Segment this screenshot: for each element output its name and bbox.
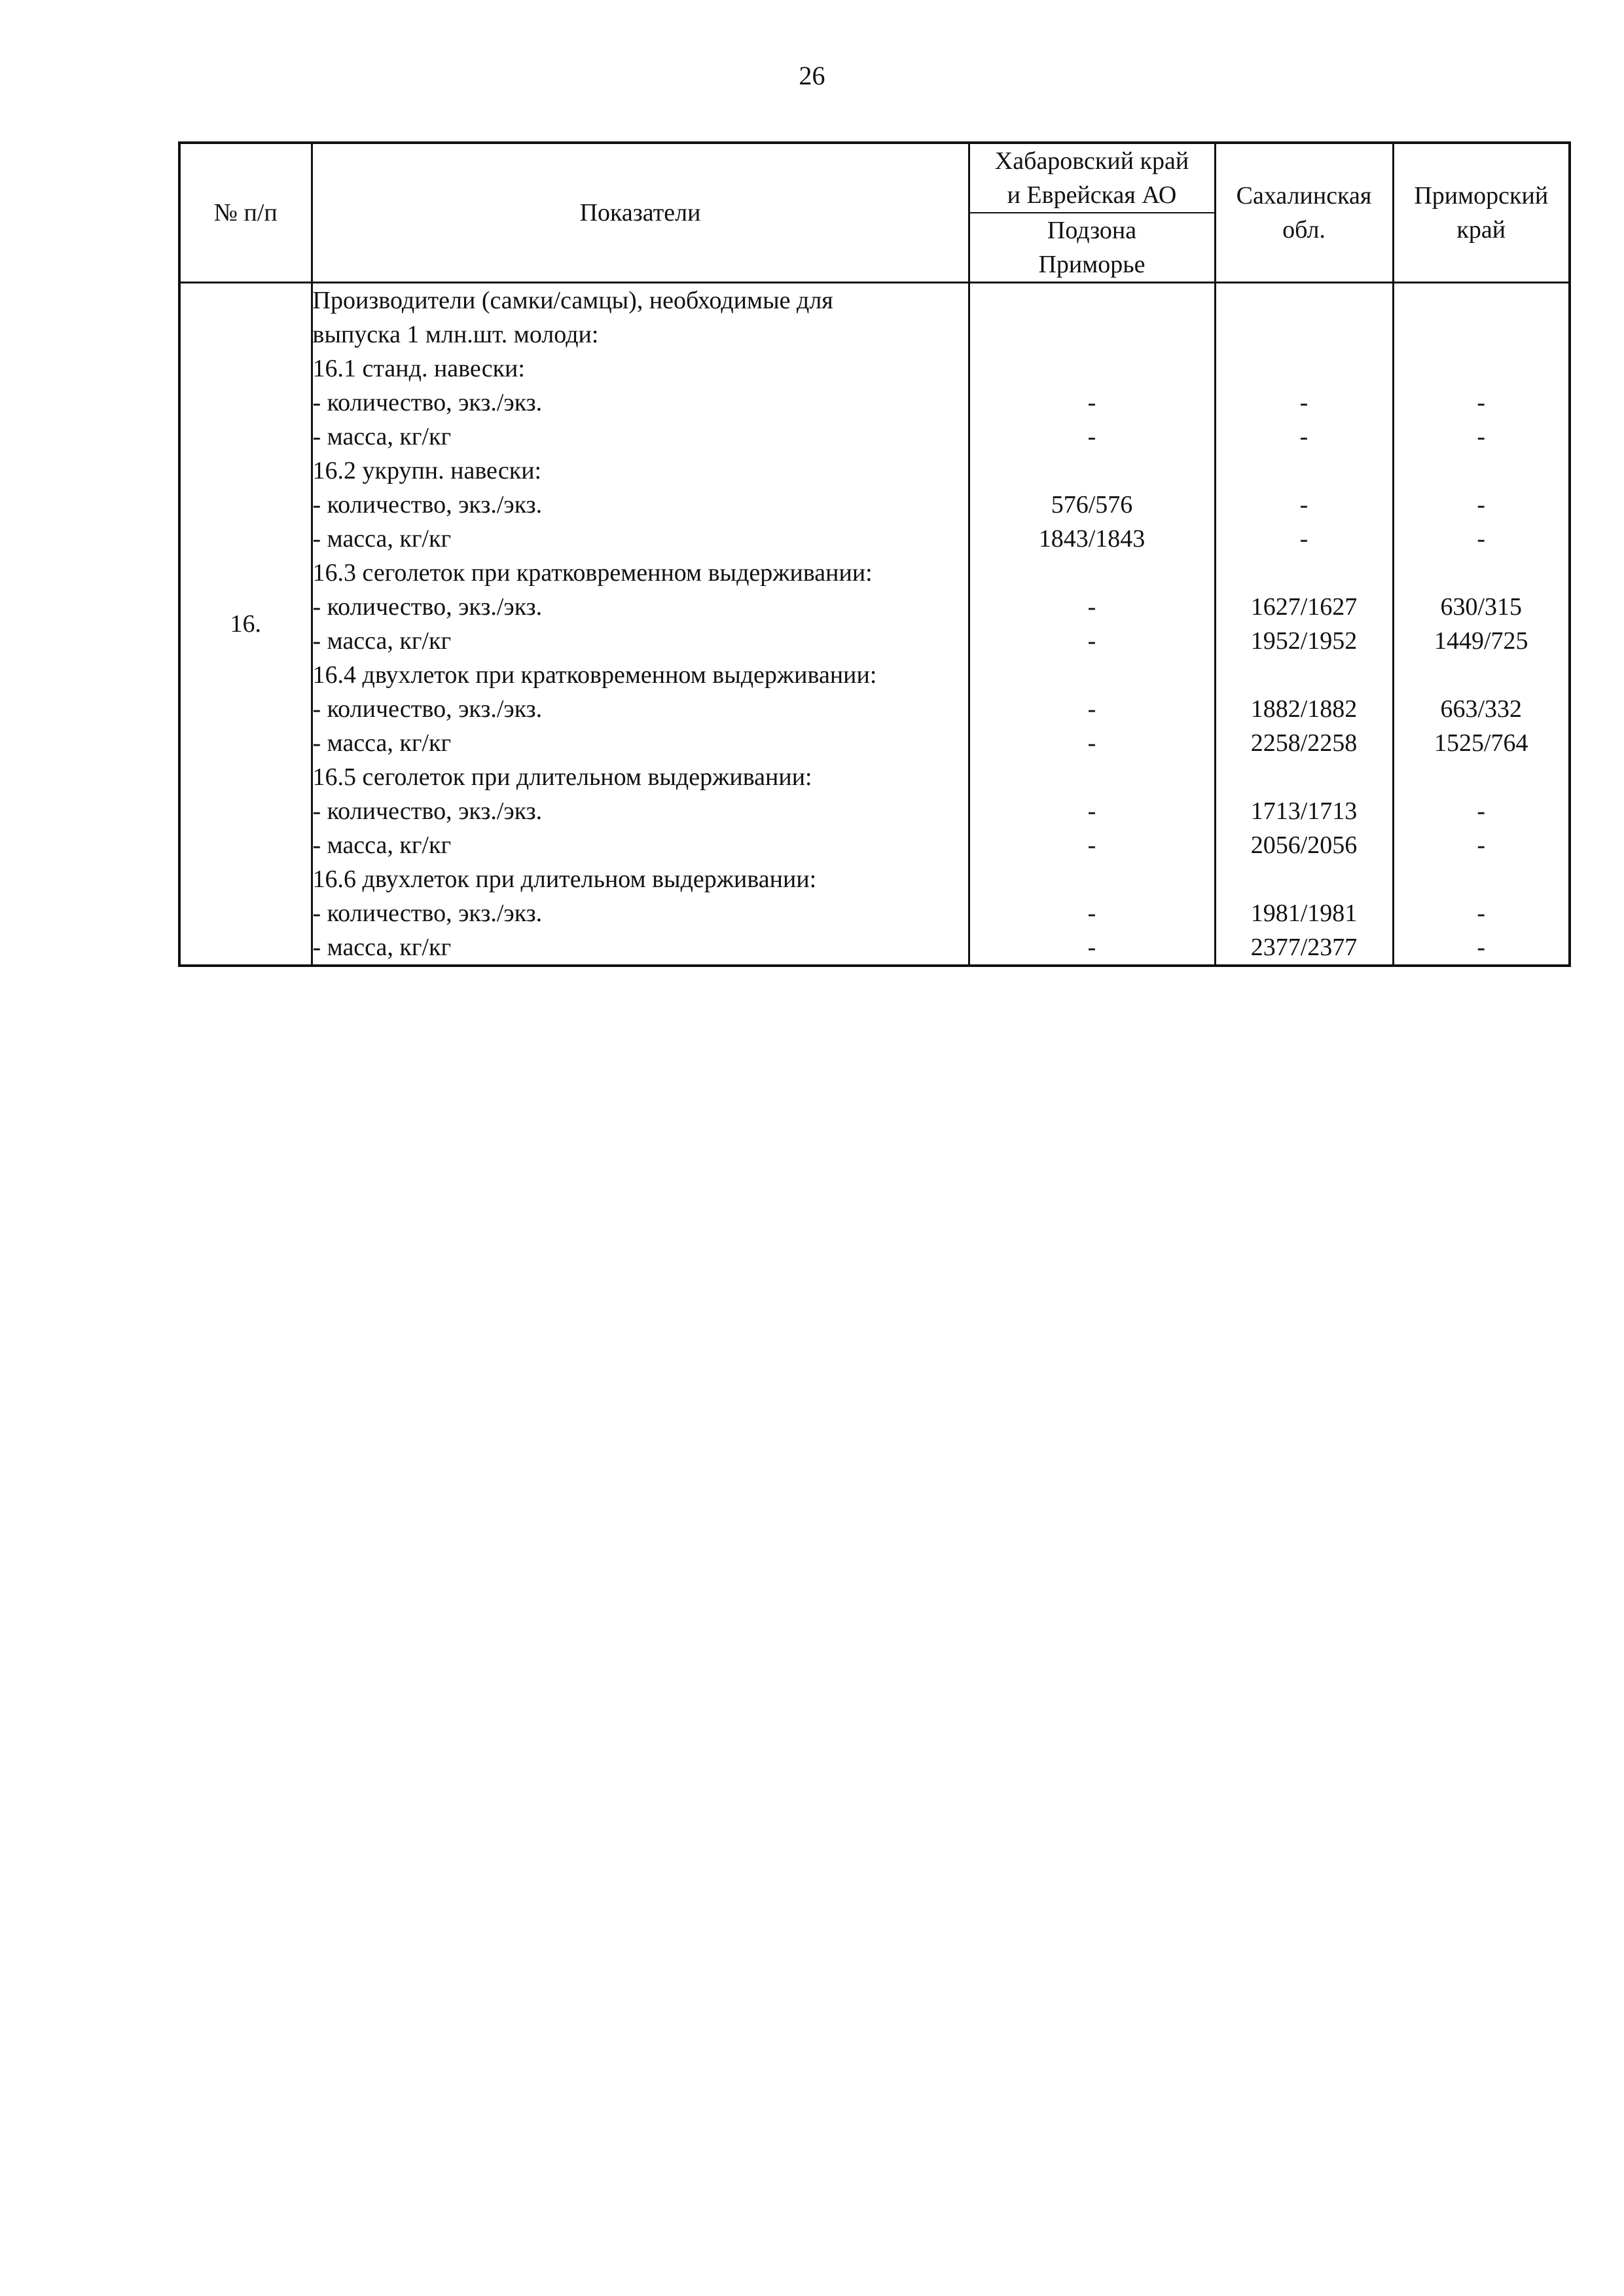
sakhalin-value bbox=[1216, 352, 1392, 386]
primorsky-value: - bbox=[1477, 525, 1486, 553]
sakhalin-value: 1713/1713 bbox=[1250, 797, 1358, 825]
row-indicators bbox=[312, 283, 969, 966]
khabarovsk-value: - bbox=[1087, 627, 1096, 655]
table-row bbox=[179, 283, 1570, 966]
header-sakhalin-line2: обл. bbox=[1282, 216, 1326, 244]
header-primorsky-line1: Приморский bbox=[1414, 182, 1549, 210]
khabarovsk-value: - bbox=[1087, 797, 1096, 825]
sakhalin-value: 1627/1627 bbox=[1250, 593, 1358, 621]
table-header bbox=[179, 143, 1570, 283]
header-khabarovsk bbox=[969, 143, 1215, 213]
primorsky-value bbox=[1394, 352, 1569, 386]
primorsky-value bbox=[1394, 454, 1569, 488]
khabarovsk-value bbox=[970, 454, 1214, 488]
sakhalin-value: - bbox=[1299, 525, 1308, 553]
primorsky-value bbox=[1394, 760, 1569, 794]
khabarovsk-value bbox=[970, 352, 1214, 386]
primorsky-value: - bbox=[1477, 491, 1486, 519]
sakhalin-value: 2258/2258 bbox=[1250, 729, 1358, 757]
primorsky-value bbox=[1394, 556, 1569, 590]
khabarovsk-value: 1843/1843 bbox=[1038, 525, 1146, 553]
indicator-line: 16.4 двухлеток при кратковременном выдерживании: bbox=[312, 661, 877, 689]
indicator-line: - количество, экз./экз. bbox=[312, 900, 543, 927]
primorsky-value: 630/315 bbox=[1440, 593, 1523, 621]
sakhalin-value: 1952/1952 bbox=[1250, 627, 1358, 655]
khabarovsk-value bbox=[970, 862, 1214, 896]
khabarovsk-value: - bbox=[1087, 831, 1096, 859]
header-primorsky-line2: край bbox=[1456, 216, 1506, 244]
indicators-table bbox=[178, 141, 1571, 967]
indicator-line: - количество, экз./экз. bbox=[312, 695, 543, 723]
khabarovsk-value: - bbox=[1087, 389, 1096, 416]
row-sakhalin-values bbox=[1215, 283, 1393, 966]
indicator-line: - масса, кг/кг bbox=[312, 729, 452, 757]
indicator-line: - масса, кг/кг bbox=[312, 525, 452, 553]
primorsky-value: - bbox=[1477, 831, 1486, 859]
sakhalin-value bbox=[1216, 556, 1392, 590]
primorsky-value: - bbox=[1477, 900, 1486, 927]
primorsky-value: 1525/764 bbox=[1434, 729, 1528, 757]
indicator-line: 16.6 двухлеток при длительном выдерживании: bbox=[312, 866, 817, 893]
header-primorsky bbox=[1393, 143, 1570, 283]
khabarovsk-value: - bbox=[1087, 934, 1096, 961]
sakhalin-value bbox=[1216, 658, 1392, 692]
indicator-line: - количество, экз./экз. bbox=[312, 389, 543, 416]
page-number: 26 bbox=[799, 61, 825, 90]
indicator-line: - масса, кг/кг bbox=[312, 831, 452, 859]
sakhalin-value: - bbox=[1299, 491, 1308, 519]
khabarovsk-value bbox=[970, 760, 1214, 794]
indicator-line: - масса, кг/кг bbox=[312, 627, 452, 655]
khabarovsk-value: - bbox=[1087, 729, 1096, 757]
indicator-line: 16.5 сеголеток при длительном выдерживании: bbox=[312, 763, 812, 791]
khabarovsk-value bbox=[970, 556, 1214, 590]
header-sakhalin bbox=[1215, 143, 1393, 283]
sakhalin-value: 2056/2056 bbox=[1250, 831, 1358, 859]
primorsky-value: 663/332 bbox=[1440, 695, 1523, 723]
row-title-line1: Производители (самки/самцы), необходимые для bbox=[312, 287, 833, 314]
row-primorsky-values bbox=[1393, 283, 1570, 966]
sakhalin-value: - bbox=[1299, 389, 1308, 416]
sakhalin-value bbox=[1216, 862, 1392, 896]
header-khabarovsk-line2: и Еврейская АО bbox=[1007, 181, 1177, 209]
header-khabarovsk-line1: Хабаровский край bbox=[994, 147, 1189, 175]
indicator-line: 16.2 укрупн. навески: bbox=[312, 457, 542, 484]
indicator-line: - масса, кг/кг bbox=[312, 423, 452, 450]
indicator-line: - масса, кг/кг bbox=[312, 934, 452, 961]
indicator-line: - количество, экз./экз. bbox=[312, 797, 543, 825]
header-indicators bbox=[312, 143, 969, 283]
khabarovsk-value: 576/576 bbox=[1051, 491, 1133, 519]
primorsky-value: - bbox=[1477, 389, 1486, 416]
sakhalin-value: 2377/2377 bbox=[1250, 934, 1358, 961]
indicator-line: 16.1 станд. навески: bbox=[312, 355, 525, 382]
primorsky-value bbox=[1394, 658, 1569, 692]
sakhalin-value bbox=[1216, 760, 1392, 794]
sakhalin-value: 1981/1981 bbox=[1250, 900, 1358, 927]
row-number-value: 16. bbox=[230, 610, 261, 638]
indicator-line: 16.3 сеголеток при кратковременном выдерживании: bbox=[312, 559, 873, 587]
header-number bbox=[179, 143, 312, 283]
sakhalin-value: 1882/1882 bbox=[1250, 695, 1358, 723]
khabarovsk-value: - bbox=[1087, 593, 1096, 621]
khabarovsk-value: - bbox=[1087, 423, 1096, 450]
header-khabarovsk-subzone bbox=[969, 213, 1215, 283]
primorsky-value bbox=[1394, 862, 1569, 896]
header-subzone-line1: Подзона bbox=[1047, 217, 1137, 244]
khabarovsk-value: - bbox=[1087, 695, 1096, 723]
indicator-line: - количество, экз./экз. bbox=[312, 491, 543, 519]
primorsky-value: - bbox=[1477, 797, 1486, 825]
header-indicators-label: Показатели bbox=[579, 199, 701, 227]
sakhalin-value bbox=[1216, 454, 1392, 488]
row-number bbox=[179, 283, 312, 966]
header-sakhalin-line1: Сахалинская bbox=[1236, 182, 1372, 210]
indicator-line: - количество, экз./экз. bbox=[312, 593, 543, 621]
row-title-line2: выпуска 1 млн.шт. молоди: bbox=[312, 321, 599, 348]
primorsky-value: - bbox=[1477, 934, 1486, 961]
sakhalin-value: - bbox=[1299, 423, 1308, 450]
header-subzone-line2: Приморье bbox=[1038, 251, 1146, 278]
primorsky-value: - bbox=[1477, 423, 1486, 450]
row-khabarovsk-values bbox=[969, 283, 1215, 966]
khabarovsk-value: - bbox=[1087, 900, 1096, 927]
khabarovsk-value bbox=[970, 658, 1214, 692]
primorsky-value: 1449/725 bbox=[1434, 627, 1528, 655]
header-number-label: № п/п bbox=[213, 199, 278, 227]
